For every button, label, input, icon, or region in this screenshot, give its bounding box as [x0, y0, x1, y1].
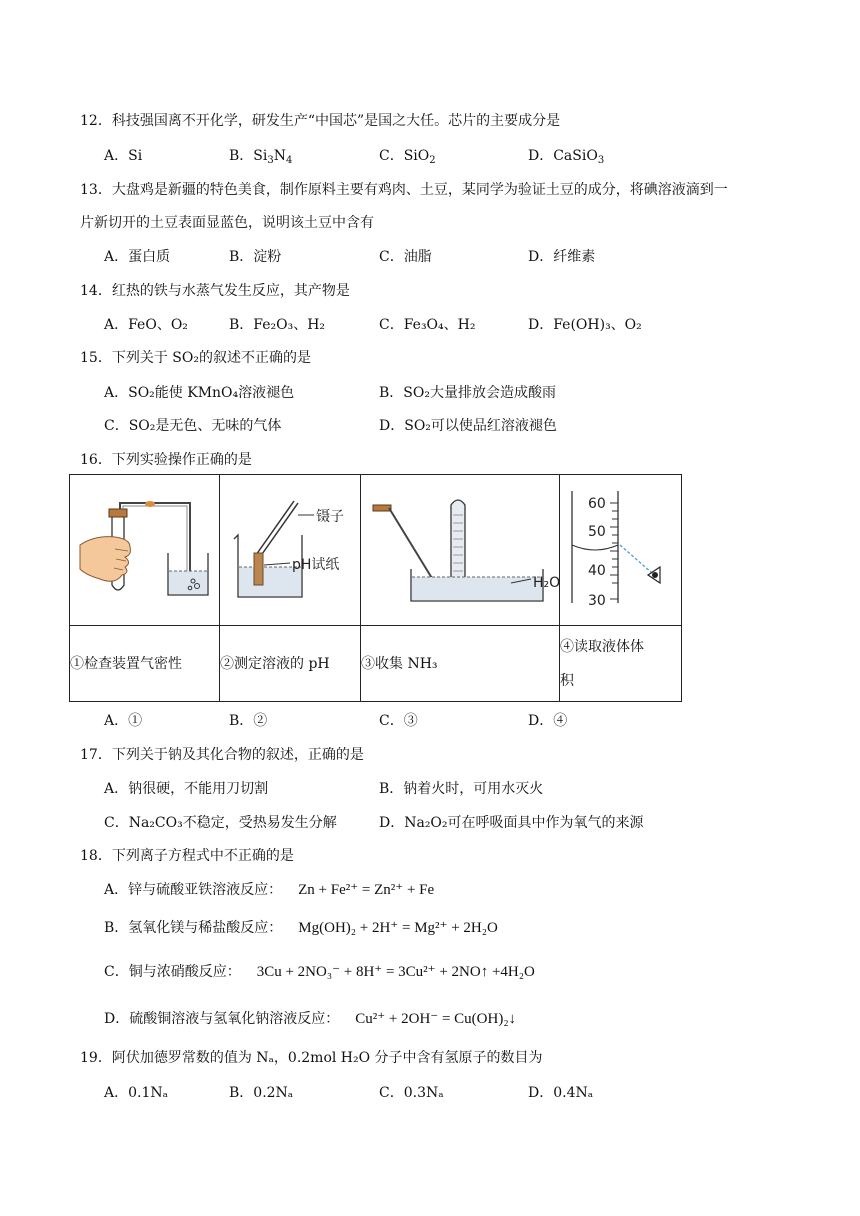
scale-label-60: 60 [588, 496, 606, 512]
q16-option-c: C．③ [379, 713, 418, 729]
question-14-stem: 14．红热的铁与水蒸气发生反应，其产物是 [80, 283, 350, 299]
q17-option-c: C．Na₂CO₃不稳定，受热易发生分解 [104, 815, 337, 831]
question-12-stem: 12．科技强国离不开化学，研发生产“中国芯”是国之大任。芯片的主要成分是 [80, 113, 561, 129]
q16-option-a: A．① [104, 713, 143, 729]
q18-option-d: D．硫酸铜溶液与氢氧化钠溶液反应： Cu²⁺ + 2OH⁻ = Cu(OH)₂↓ [104, 1011, 517, 1027]
q16-option-d: D．④ [528, 713, 568, 729]
q18-equation-c: 3Cu + 2NO₃⁻ + 8H⁺ = 3Cu²⁺ + 2NO↑ +4H₂O [256, 964, 535, 980]
q19-option-c: C．0.3Nₐ [379, 1085, 444, 1101]
q13-option-b: B．淀粉 [229, 249, 282, 265]
figure-ph-measurement [220, 475, 361, 626]
scale-label-30: 30 [588, 593, 606, 609]
question-17-stem: 17．下列关于钠及其化合物的叙述，正确的是 [80, 747, 364, 763]
q15-option-c: C．SO₂是无色、无味的气体 [104, 418, 282, 434]
q19-option-d: D．0.4Nₐ [528, 1085, 594, 1101]
figure-collect-nh3 [361, 475, 560, 626]
label-tweezers: 镊子 [316, 509, 344, 525]
q18-equation-a: Zn + Fe²⁺ = Zn²⁺ + Fe [298, 882, 435, 898]
label-ph-paper: pH试纸 [292, 557, 340, 573]
q18-equation-b: Mg(OH)₂ + 2H⁺ = Mg²⁺ + 2H₂O [298, 920, 498, 936]
q13-option-a: A．蛋白质 [104, 249, 171, 265]
q18-option-c: C．铜与浓硝酸反应： 3Cu + 2NO₃⁻ + 8H⁺ = 3Cu²⁺ + 2NO↑ +4H₂O [104, 964, 535, 980]
q19-option-a: A．0.1Nₐ [104, 1085, 169, 1101]
question-13-stem-line2: 片新切开的土豆表面显蓝色，说明该土豆中含有 [80, 215, 374, 231]
figure-airtightness-check [70, 475, 220, 626]
scale-label-50: 50 [588, 524, 606, 540]
experiment-table [69, 474, 682, 702]
question-13-stem-line1: 13．大盘鸡是新疆的特色美食，制作原料主要有鸡肉、土豆，某同学为验证土豆的成分，将碘溶液滴到一 [80, 182, 728, 198]
q14-option-c: C．Fe₃O₄、H₂ [379, 317, 476, 333]
q16-option-b: B．② [229, 713, 268, 729]
q15-option-d: D．SO₂可以使品红溶液褪色 [379, 418, 557, 434]
q13-option-d: D．纤维素 [528, 249, 596, 265]
scale-label-40: 40 [588, 563, 606, 579]
question-15-stem: 15．下列关于 SO₂的叙述不正确的是 [80, 350, 311, 366]
q18-option-b: B．氢氧化镁与稀盐酸反应： Mg(OH)₂ + 2H⁺ = Mg²⁺ + 2H₂O [104, 920, 498, 936]
q14-option-a: A．FeO、O₂ [104, 317, 188, 333]
q12-option-a: A．Si [104, 148, 143, 164]
caption-airtightness: ①检查装置气密性 [70, 626, 220, 702]
q18-option-a: A．锌与硫酸亚铁溶液反应： Zn + Fe²⁺ = Zn²⁺ + Fe [104, 882, 435, 898]
question-18-stem: 18．下列离子方程式中不正确的是 [80, 848, 294, 864]
q13-option-c: C．油脂 [379, 249, 432, 265]
q12-option-b: B．$Si_3N_4$ [229, 148, 293, 166]
q15-option-b: B．SO₂大量排放会造成酸雨 [379, 385, 556, 401]
q17-option-a: A．钠很硬，不能用刀切割 [104, 781, 269, 797]
q14-option-b: B．Fe₂O₃、H₂ [229, 317, 326, 333]
question-16-stem: 16．下列实验操作正确的是 [80, 452, 252, 468]
q17-option-b: B．钠着火时，可用水灭火 [379, 781, 544, 797]
label-h2o: H₂O [533, 575, 559, 591]
caption-read-volume: ④读取液体体 积 [560, 626, 682, 702]
caption-nh3: ③收集 NH₃ [361, 626, 560, 702]
figure-read-volume [560, 475, 682, 626]
q12-option-d: D．CaSiO$_3$ [528, 148, 605, 166]
caption-ph: ②测定溶液的 pH [220, 626, 361, 702]
q15-option-a: A．SO₂能使 KMnO₄溶液褪色 [104, 385, 295, 401]
question-19-stem: 19．阿伏加德罗常数的值为 Nₐ，0.2mol H₂O 分子中含有氢原子的数目为 [80, 1050, 543, 1066]
q14-option-d: D．Fe(OH)₃、O₂ [528, 317, 642, 333]
q17-option-d: D．Na₂O₂可在呼吸面具中作为氧气的来源 [379, 815, 644, 831]
q12-option-c: C．SiO$_2$ [379, 148, 436, 166]
q19-option-b: B．0.2Nₐ [229, 1085, 294, 1101]
q18-equation-d: Cu²⁺ + 2OH⁻ = Cu(OH)₂↓ [355, 1011, 517, 1027]
